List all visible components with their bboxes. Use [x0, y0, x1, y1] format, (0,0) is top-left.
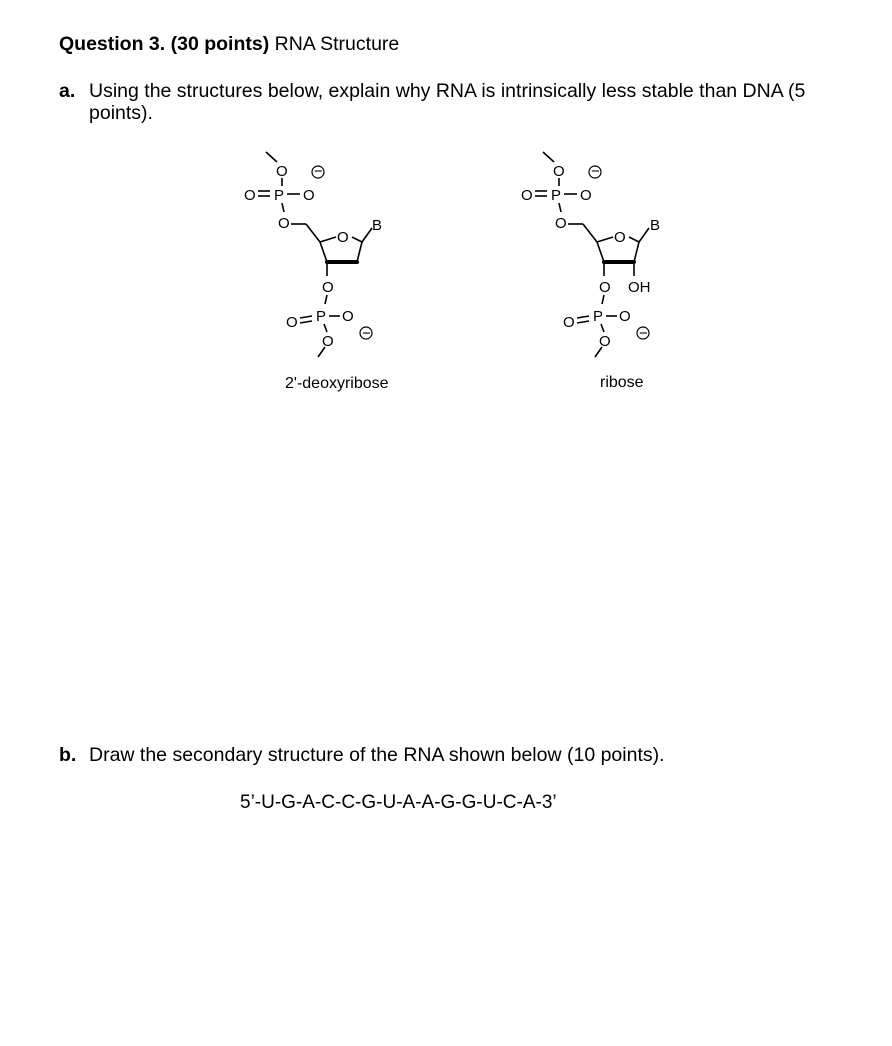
part-a-prompt: Using the structures below, explain why RNA is intrinsically less stable than DNA (5 points). [89, 80, 806, 124]
atom-o: O [614, 229, 626, 246]
atom-b: B [372, 217, 383, 234]
part-b-letter: b. [59, 744, 77, 766]
atom-o: O [555, 215, 567, 232]
rna-sequence: 5’-U-G-A-C-C-G-U-A-A-G-G-U-C-A-3’ [240, 792, 557, 813]
ribose-structure [513, 140, 723, 370]
atom-o: O [553, 163, 565, 180]
atom-p: P [593, 308, 604, 325]
atom-o: O [322, 279, 334, 296]
question-number: Question 3. [59, 33, 166, 55]
atom-minus-symbol: − [314, 163, 323, 180]
atom-o: O [619, 308, 631, 325]
atom-o: O [303, 187, 315, 204]
atom-oh: OH [628, 279, 651, 296]
atom-o: O [521, 187, 533, 204]
atom-o: O [599, 279, 611, 296]
ribose-caption: ribose [600, 374, 644, 391]
atom-o: O [322, 333, 334, 350]
part-b-prompt: Draw the secondary structure of the RNA shown below (10 points). [89, 744, 665, 766]
atom-p: P [274, 187, 285, 204]
atom-o: O [276, 163, 288, 180]
atom-minus-symbol: − [639, 325, 648, 342]
atom-o: O [599, 333, 611, 350]
atom-o: O [342, 308, 354, 325]
atom-b: B [650, 217, 661, 234]
part-a-letter: a. [59, 80, 76, 102]
question-title [59, 33, 399, 56]
atom-minus-symbol: − [591, 163, 600, 180]
atom-o: O [580, 187, 592, 204]
atom-o: O [278, 215, 290, 232]
atom-minus-symbol: − [362, 325, 371, 342]
atom-p: P [316, 308, 327, 325]
atom-o: O [563, 314, 575, 331]
atom-o: O [286, 314, 298, 331]
atom-p: P [551, 187, 562, 204]
question-topic: RNA Structure [274, 33, 400, 55]
atom-o: O [244, 187, 256, 204]
deoxyribose-caption: 2'-deoxyribose [285, 375, 389, 392]
atom-o: O [337, 229, 349, 246]
question-points: (30 points) [170, 33, 270, 55]
deoxyribose-structure [236, 140, 446, 370]
